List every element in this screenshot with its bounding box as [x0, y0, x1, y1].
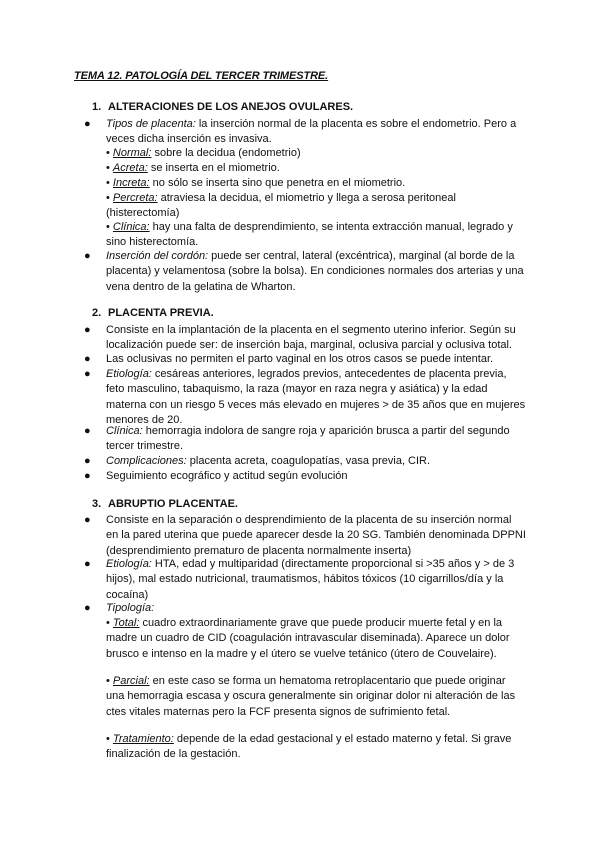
term-label: Tipología:: [106, 602, 155, 614]
term-label: Acreta:: [112, 162, 148, 174]
sub-item-clinica: • Clínica: hay una falta de desprendimiento, se intenta extracción manual, legrado y sino histerectomía.: [106, 221, 513, 249]
paragraph-clinica: Clínica: hemorragia indolora de sangre roja y aparición brusca a partir del segundo tercer trimestre.: [106, 425, 510, 453]
term-label: Inserción del cordón:: [106, 250, 209, 262]
bullet: ●: [84, 470, 91, 482]
paragraph-complicaciones: Complicaciones: placenta acreta, coagulopatías, vasa previa, CIR.: [106, 455, 431, 467]
term-label: Percreta:: [112, 192, 158, 204]
sub-item-increta: • Increta: no sólo se inserta sino que penetra en el miometrio.: [106, 177, 406, 189]
paragraph-etiologia-abruptio: Etiología: HTA, edad y multiparidad (directamente proporcional si >35 años y > de 3 hijos), mal estado nutricional, traumatismos, hábitos tóxicos (10 cigarrillos/día y la cocaína): [106, 558, 515, 601]
term-label: Total:: [112, 617, 140, 629]
term-label: Etiología:: [106, 558, 152, 570]
term-label: Increta:: [112, 177, 150, 189]
term-label: Clínica:: [106, 425, 143, 437]
bullet: ●: [84, 250, 91, 262]
section-number: 2.: [92, 307, 102, 319]
bullet: ●: [84, 455, 91, 467]
section-heading-1: [92, 101, 353, 113]
term-label: Parcial:: [112, 675, 150, 687]
paragraph-seguimiento: Seguimiento ecográfico y actitud según evolución: [106, 470, 348, 482]
section-heading-3: [92, 498, 238, 510]
term-label: Tratamiento:: [112, 733, 174, 745]
sub-item-parcial: • Parcial: en este caso se forma un hematoma retroplacentario que puede originar una hemorragia escasa y oscura generalmente sin originar dolor ni alteración de las ctes vitales maternas pero la FCF presenta signos de sufrimiento fetal.: [106, 675, 516, 718]
document-title: TEMA 12. PATOLOGÍA DEL TERCER TRIMESTRE.: [74, 70, 329, 82]
section-heading-2: [92, 307, 214, 319]
section-title: PLACENTA PREVIA.: [108, 307, 214, 319]
bullet: ●: [84, 368, 91, 380]
bullet: ●: [84, 324, 91, 336]
bullet: ●: [84, 353, 91, 365]
section-title: ABRUPTIO PLACENTAE.: [108, 498, 238, 510]
bullet: ●: [84, 558, 91, 570]
paragraph-definicion: Consiste en la implantación de la placenta en el segmento uterino inferior. Según su localización puede ser: de inserción baja, marginal, oclusiva parcial y oclusiva total.: [106, 324, 516, 352]
section-number: 3.: [92, 498, 102, 510]
paragraph-insercion-cordon: Inserción del cordón: puede ser central, lateral (excéntrica), marginal (al borde de la placenta) y velamentosa (sobre la bolsa). En condiciones normales dos arterias y una vena dentro de la gelatina de Wharton.: [106, 250, 524, 293]
paragraph-definicion-abruptio: Consiste en la separación o desprendimiento de la placenta de su inserción normal en la pared uterina que puede aparecer desde la 20 SG. También denominada DPPNI (desprendimiento prematuro de placenta normalmente inserta): [106, 514, 526, 557]
term-label: Clínica:: [112, 221, 150, 233]
paragraph-oclusivas: Las oclusivas no permiten el parto vaginal en los otros casos se puede intentar.: [106, 353, 494, 365]
section-title: ALTERACIONES DE LOS ANEJOS OVULARES.: [108, 101, 354, 113]
paragraph-etiologia: Etiología: cesáreas anteriores, legrados previos, antecedentes de placenta previa, feto masculino, tabaquismo, la raza (mayor en raza negra y asiática) y la edad materna con un riesgo 5 veces más elevado en mujeres > de 35 años que en mujeres menores de 20.: [106, 368, 526, 426]
bullet: ●: [84, 602, 91, 614]
sub-item-acreta: • Acreta: se inserta en el miometrio.: [106, 162, 280, 174]
sub-item-normal: • Normal: sobre la decidua (endometrio): [106, 147, 301, 159]
term-label: Etiología:: [106, 368, 152, 380]
bullet: ●: [84, 514, 91, 526]
bullet: ●: [84, 425, 91, 437]
term-label: Complicaciones:: [106, 455, 187, 467]
sub-item-percreta: • Percreta: atraviesa la decidua, el miometrio y llega a serosa peritoneal (histerectomía): [106, 192, 456, 220]
term-label: Tipos de placenta:: [106, 118, 196, 130]
sub-item-tratamiento: • Tratamiento: depende de la edad gestacional y el estado materno y fetal. Si grave finalización de la gestación.: [106, 733, 512, 761]
bullet: ●: [84, 118, 91, 130]
sub-item-total: • Total: cuadro extraordinariamente grave que puede producir muerte fetal y en la madre un cuadro de CID (coagulación intravascular diseminada). Aparece un dolor brusco e intenso en la madre y el útero se vuelve tetánico (útero de Couvelaire).: [106, 617, 510, 660]
paragraph-tipos-de-placenta: Tipos de placenta: la inserción normal de la placenta es sobre el endometrio. Pero a veces dicha inserción es invasiva.: [106, 118, 517, 146]
paragraph-tipologia: [106, 601, 526, 616]
term-label: Normal:: [112, 147, 152, 159]
section-number: 1.: [92, 101, 102, 113]
